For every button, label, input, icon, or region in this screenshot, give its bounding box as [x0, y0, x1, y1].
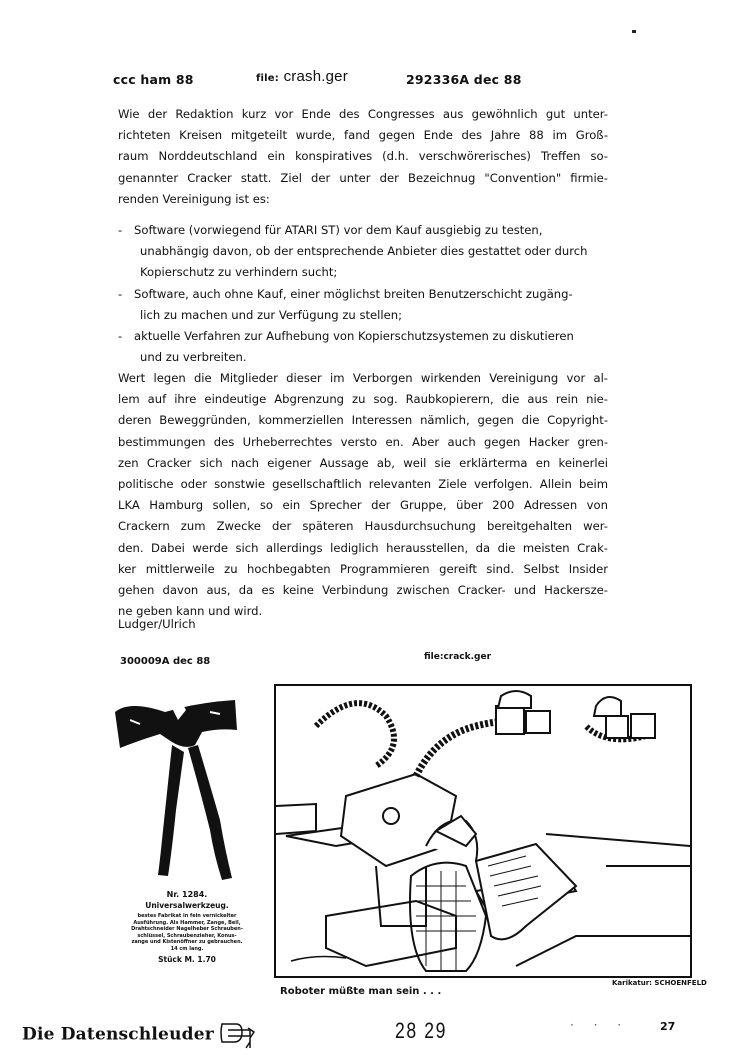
list-line: aktuelle Verfahren zur Aufhebung von Kopierschutzsystemen zu diskutieren [134, 329, 574, 344]
intro-line: renden Vereinigung ist es: [118, 191, 270, 206]
body-line: zen Cracker sich nach eigener Aussage ab, weil sie erklärterma en keinerlei [118, 455, 608, 470]
tool-ad-desc-line: bestes Fabrikat in fein vernickelter [137, 913, 237, 919]
intro-line: genannter Cracker statt. Ziel der unter der Bezeichnug "Convention" firmie- [118, 170, 608, 185]
list-bullet: - [118, 286, 123, 301]
header-right: 292336A dec 88 [406, 72, 522, 87]
body-line: bestimmungen des Urheberrechtes versto en. Aber auch gegen Hacker gren- [118, 434, 608, 449]
tool-ad-price: Stück M. 1.70 [158, 955, 216, 964]
header-file-name: crash.ger [283, 68, 348, 85]
issue-numbers: 28 29 [395, 1018, 448, 1043]
header-file-label: file: [256, 73, 279, 84]
list-item [118, 284, 608, 326]
tool-ad-desc-line: schlüssel, Schraubenzieher, Konus- [137, 932, 237, 939]
signature: Ludger/Ulrich [118, 617, 196, 631]
body-line: LKA Hamburg sollen, so ein Sprecher der Gruppe, über 200 Adressen von [118, 498, 608, 513]
body-line: politische oder sonstwie gesellschaftlich relevanten Ziele verfolgen. Allein beim [118, 477, 608, 492]
tool-ad-desc-line: 14 cm lang. [170, 945, 204, 952]
list-line: Software (vorwiegend für ATARI ST) vor dem Kauf ausgiebig zu testen, [134, 223, 543, 237]
page-number: 27 [660, 1020, 676, 1033]
intro-paragraph [118, 104, 608, 210]
list-bullet: - [118, 223, 123, 237]
data-sling-icon [220, 1020, 256, 1050]
body-line: Crackern zum Zwecke der späteren Hausdurchsuchung bereitgehalten wer- [118, 519, 608, 534]
tool-ad-title: Universalwerkzeug. [145, 901, 229, 910]
tool-ad-number: Nr. 1284. [166, 890, 208, 899]
goals-list [118, 220, 608, 368]
tool-ad-desc-line: Drahtschneider Nagelheber Schrauben- [131, 926, 243, 932]
footer-dots: · · · [570, 1018, 630, 1032]
body-line: gehen davon aus, da es keine Verbindung zwischen Cracker- und Hackersze- [118, 583, 608, 598]
tool-ad-desc-line: zange und Kistenöffner zu gebrauchen. [131, 939, 243, 945]
header-file [256, 68, 348, 85]
intro-line: richteten Kreisen mitgeteilt wurde, fand gegen Ende des Jahre 88 im Groß- [118, 128, 608, 143]
body-line: lem auf ihre eindeutige Abgrenzung zu sog. Raubkopierern, die aus rein nie- [118, 392, 608, 407]
tool-ad-desc-line: Ausführung. Als Hammer, Zange, Beil, [133, 919, 241, 926]
second-header-left: 300009A dec 88 [120, 656, 211, 667]
robot-cartoon [274, 684, 692, 978]
body-paragraph [118, 368, 608, 622]
list-line: Kopierschutz zu verhindern sucht; [140, 265, 338, 280]
tool-ad-caption [112, 890, 262, 964]
header-left: ccc ham 88 [113, 72, 194, 87]
scan-speck [632, 30, 636, 33]
list-line: und zu verbreiten. [140, 350, 247, 365]
list-item [118, 326, 608, 368]
list-item [118, 220, 608, 284]
list-bullet: - [118, 329, 123, 344]
list-line: lich zu machen und zur Verfügung zu stellen; [140, 307, 403, 322]
pliers-hammer-icon [110, 690, 270, 890]
list-line: unabhängig davon, ob der entsprechende Anbieter dies gestattet oder durch [140, 244, 588, 259]
second-header-file: file:crack.ger [424, 652, 492, 662]
body-line: ne geben kann und wird. [118, 604, 263, 619]
cartoon-caption: Roboter müßte man sein . . . [280, 986, 442, 997]
intro-line: raum Norddeutschland ein konspiratives (d.h. verschwörerisches) Treffen so- [118, 149, 608, 164]
robot-cartoon-drawing [276, 686, 690, 976]
body-line: ker mittlerweile zu hochbegabten Programmieren gereift sind. Selbst Insider [118, 561, 608, 576]
cartoon-credit: Karikatur: SCHOENFELD [612, 979, 707, 987]
body-line: den. Dabei werde sich allerdings lediglich herausstellen, da die meisten Crak- [118, 540, 608, 555]
body-line: Wert legen die Mitglieder dieser im Verborgen wirkenden Vereinigung vor al- [118, 371, 608, 385]
tool-ad-description [112, 913, 262, 952]
logo-text: Die Datenschleuder [22, 1024, 214, 1045]
list-line: Software, auch ohne Kauf, einer möglichst breiten Benutzerschicht zugäng- [134, 286, 573, 301]
body-line: deren Beweggründen, kommerziellen Interessen nämlich, gegen die Copyright- [118, 413, 608, 428]
intro-line: Wie der Redaktion kurz vor Ende des Congresses aus gewöhnlich gut unter- [118, 107, 608, 121]
datenschleuder-logo [22, 1020, 256, 1050]
